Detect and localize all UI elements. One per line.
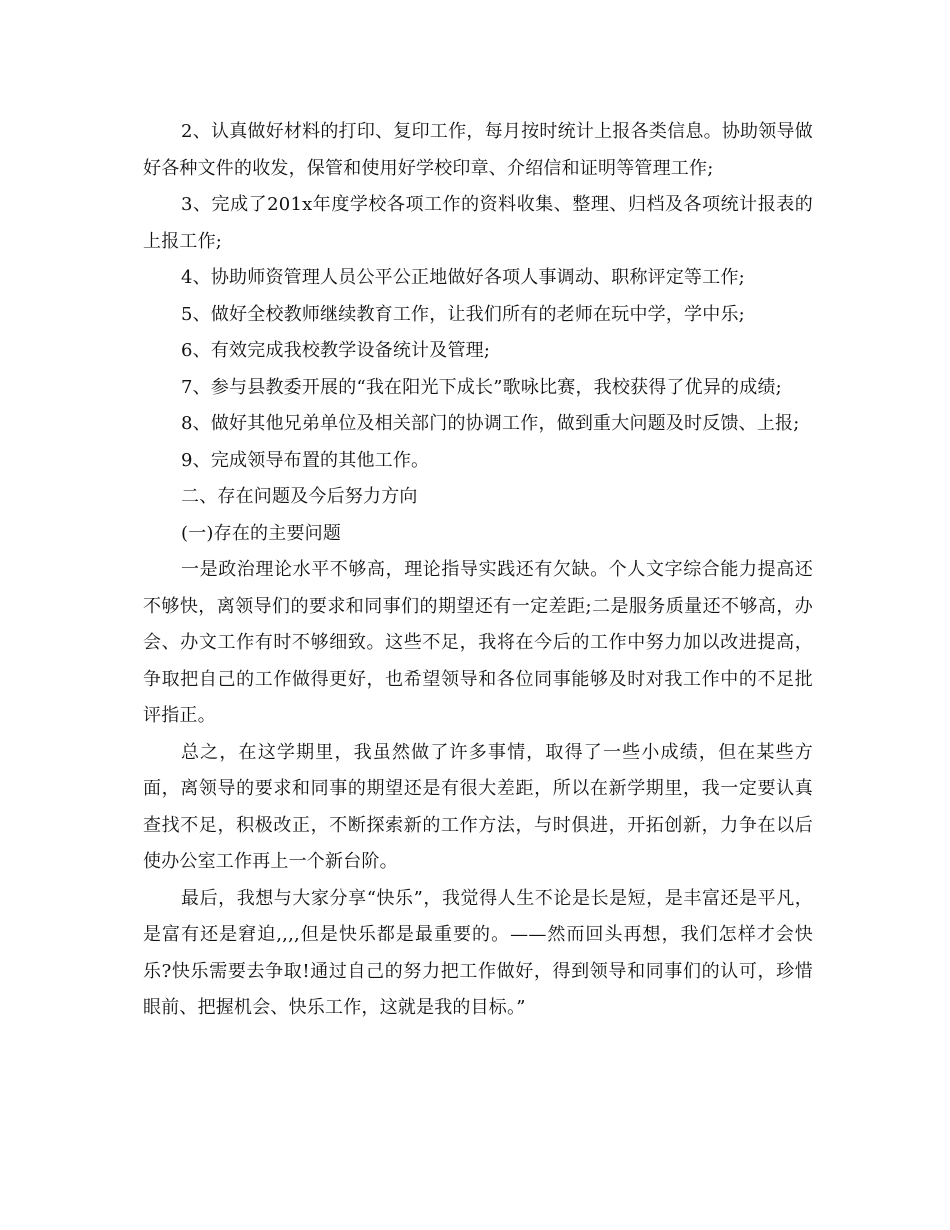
paragraph-item-6: 6、有效完成我校教学设备统计及管理; [181, 340, 491, 361]
subsection-heading: (一)存在的主要问题 [181, 522, 342, 544]
document-body [143, 114, 813, 1027]
paragraph-item-3: 3、完成了201x年度学校各项工作的资料收集、整理、归档及各项统计报表的上报工作; [143, 194, 813, 252]
body-paragraph-conclusion: 最后，我想与大家分享“快乐”，我觉得人生不论是长是短，是丰富还是平凡，是富有还是窘迫,,,,但是快乐都是最重要的。——然而回头再想，我们怎样才会快乐?快乐需要去争取!通过自己的努力把工作做好，得到领导和同事们的认可，珍惜眼前、把握机会、快乐工作，这就是我的目标。” [143, 887, 813, 1018]
body-paragraph-problems: 一是政治理论水平不够高，理论指导实践还有欠缺。个人文字综合能力提高还不够快，离领导们的要求和同事们的期望还有一定差距;二是服务质量还不够高，办会、办文工作有时不够细致。这些不足，我将在今后的工作中努力加以改进提高，争取把自己的工作做得更好，也希望领导和各位同事能够及时对我工作中的不足批评指正。 [143, 559, 813, 726]
body-paragraph-summary: 总之，在这学期里，我虽然做了许多事情，取得了一些小成绩，但在某些方面，离领导的要求和同事的期望还是有很大差距，所以在新学期里，我一定要认真查找不足，积极改正，不断探索新的工作方法，与时俱进，开拓创新，力争在以后使办公室工作再上一个新台阶。 [143, 741, 813, 872]
paragraph-item-2: 2、认真做好材料的打印、复印工作，每月按时统计上报各类信息。协助领导做好各种文件的收发，保管和使用好学校印章、介绍信和证明等管理工作; [143, 121, 813, 179]
paragraph-item-7: 7、参与县教委开展的“我在阳光下成长”歌咏比赛，我校获得了优异的成绩; [181, 376, 782, 398]
section-heading: 二、存在问题及今后努力方向 [181, 486, 418, 507]
paragraph-item-5: 5、做好全校教师继续教育工作，让我们所有的老师在玩中学，学中乐; [181, 303, 745, 325]
paragraph-item-8: 8、做好其他兄弟单位及相关部门的协调工作，做到重大问题及时反馈、上报; [181, 413, 800, 434]
paragraph-item-9: 9、完成领导布置的其他工作。 [181, 449, 430, 471]
paragraph-item-4: 4、协助师资管理人员公平公正地做好各项人事调动、职称评定等工作; [181, 267, 745, 288]
